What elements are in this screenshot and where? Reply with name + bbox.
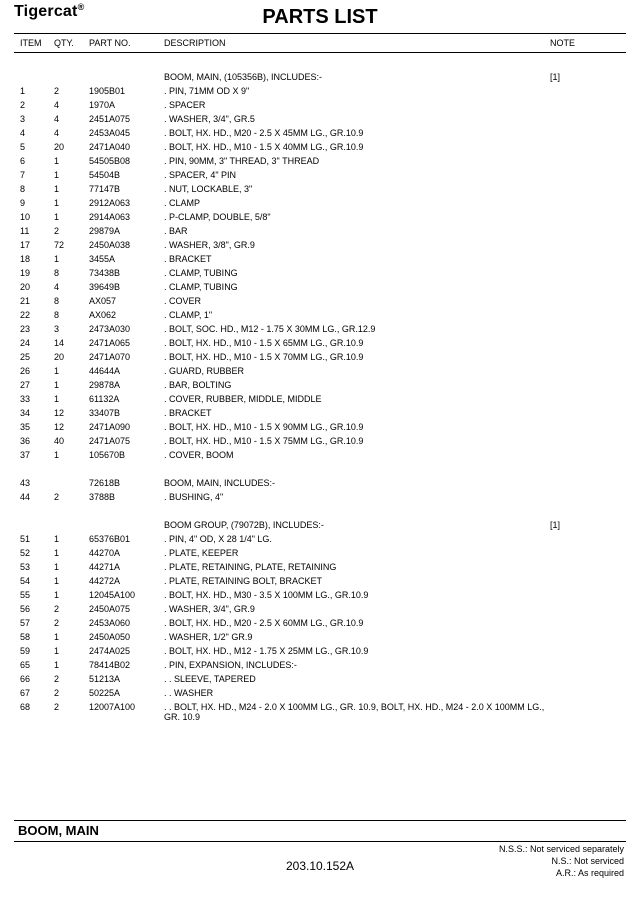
quantity: 2 <box>54 674 60 684</box>
part-number: 2471A070 <box>89 352 131 362</box>
part-number: 3788B <box>89 492 116 502</box>
document-number: 203.10.152A <box>285 859 355 873</box>
description: . SPACER <box>164 100 206 110</box>
table-row <box>14 154 626 168</box>
description: . BOLT, HX. HD., M30 - 3.5 X 100MM LG., GR.10.9 <box>164 590 369 600</box>
part-number: 2471A040 <box>89 142 131 152</box>
description: BOOM, MAIN, (105356B), INCLUDES:- <box>164 72 323 82</box>
description: BOOM, MAIN, INCLUDES:- <box>164 478 276 488</box>
quantity: 2 <box>54 618 60 628</box>
quantity: 1 <box>54 548 60 558</box>
description: . . WASHER <box>164 688 214 698</box>
item-number: 37 <box>20 450 31 460</box>
description: . SPACER, 4" PIN <box>164 170 237 180</box>
part-number: 72618B <box>89 478 121 488</box>
quantity: 20 <box>54 142 65 152</box>
section-title-box <box>14 820 626 842</box>
description: . BOLT, HX. HD., M10 - 1.5 X 65MM LG., GR.10.9 <box>164 338 364 348</box>
table-row <box>14 182 626 196</box>
item-number: 8 <box>20 184 26 194</box>
part-number: 2474A025 <box>89 646 131 656</box>
item-number: 17 <box>20 240 31 250</box>
description: . BOLT, HX. HD., M10 - 1.5 X 40MM LG., GR.10.9 <box>164 142 364 152</box>
item-number: 43 <box>20 478 31 488</box>
part-number: 105670B <box>89 450 126 460</box>
item-number: 56 <box>20 604 31 614</box>
column-header-item: ITEM <box>20 38 42 48</box>
table-row <box>14 644 626 658</box>
group-spacer <box>14 462 626 476</box>
group-spacer <box>14 504 626 518</box>
item-number: 19 <box>20 268 31 278</box>
quantity: 1 <box>54 576 60 586</box>
item-number: 11 <box>20 226 30 236</box>
table-row <box>14 224 626 238</box>
quantity: 8 <box>54 296 60 306</box>
item-number: 66 <box>20 674 31 684</box>
quantity: 4 <box>54 114 60 124</box>
item-number: 51 <box>20 534 31 544</box>
description: . . SLEEVE, TAPERED <box>164 674 256 684</box>
part-number: 1970A <box>89 100 116 110</box>
table-row <box>14 210 626 224</box>
part-number: 44272A <box>89 576 121 586</box>
table-row <box>14 266 626 280</box>
table-row <box>14 700 626 724</box>
quantity: 2 <box>54 492 60 502</box>
part-number: AX062 <box>89 310 117 320</box>
item-number: 54 <box>20 576 31 586</box>
part-number: 2471A090 <box>89 422 131 432</box>
quantity: 8 <box>54 268 60 278</box>
part-number: 44644A <box>89 366 121 376</box>
table-row <box>14 112 626 126</box>
item-number: 4 <box>20 128 26 138</box>
item-number: 5 <box>20 142 26 152</box>
part-number: 12045A100 <box>89 590 136 600</box>
description: . WASHER, 1/2" GR.9 <box>164 632 253 642</box>
description: . WASHER, 3/4", GR.5 <box>164 114 255 124</box>
part-number: 54504B <box>89 170 121 180</box>
item-number: 65 <box>20 660 31 670</box>
part-number: 2912A063 <box>89 198 131 208</box>
description: . CLAMP, TUBING <box>164 282 238 292</box>
note: [1] <box>550 72 561 82</box>
quantity: 20 <box>54 352 65 362</box>
description: . GUARD, RUBBER <box>164 366 245 376</box>
quantity: 2 <box>54 604 60 614</box>
part-number: 2471A075 <box>89 436 131 446</box>
part-number: 3455A <box>89 254 116 264</box>
table-row <box>14 322 626 336</box>
table-row <box>14 364 626 378</box>
quantity: 12 <box>54 408 65 418</box>
part-number: 50225A <box>89 688 121 698</box>
quantity: 4 <box>54 282 60 292</box>
item-number: 36 <box>20 436 31 446</box>
description: . BRACKET <box>164 254 212 264</box>
group-heading-row <box>14 476 626 490</box>
group-heading-row <box>14 70 626 84</box>
quantity: 2 <box>54 702 60 712</box>
quantity: 1 <box>54 212 60 222</box>
description: . BOLT, HX. HD., M10 - 1.5 X 75MM LG., GR.10.9 <box>164 436 364 446</box>
description: . PIN, 90MM, 3" THREAD, 3" THREAD <box>164 156 320 166</box>
table-row <box>14 336 626 350</box>
quantity: 40 <box>54 436 65 446</box>
item-number: 10 <box>20 212 31 222</box>
part-number: 1905B01 <box>89 86 126 96</box>
part-number: 2453A060 <box>89 618 131 628</box>
table-row <box>14 602 626 616</box>
quantity: 1 <box>54 534 60 544</box>
table-row <box>14 448 626 462</box>
registered-mark: ® <box>77 2 85 12</box>
column-header-note: NOTE <box>550 38 576 48</box>
part-number: 54505B08 <box>89 156 131 166</box>
quantity: 1 <box>54 450 60 460</box>
description: . NUT, LOCKABLE, 3" <box>164 184 253 194</box>
description: . PLATE, RETAINING BOLT, BRACKET <box>164 576 323 586</box>
note: [1] <box>550 520 561 530</box>
table-row <box>14 630 626 644</box>
item-number: 26 <box>20 366 31 376</box>
quantity: 72 <box>54 240 65 250</box>
quantity: 1 <box>54 198 60 208</box>
table-row <box>14 616 626 630</box>
description: . WASHER, 3/8", GR.9 <box>164 240 255 250</box>
quantity: 2 <box>54 226 60 236</box>
description: . CLAMP, 1" <box>164 310 213 320</box>
quantity: 3 <box>54 324 60 334</box>
description: . BOLT, HX. HD., M12 - 1.75 X 25MM LG., GR.10.9 <box>164 646 369 656</box>
quantity: 1 <box>54 380 60 390</box>
quantity: 1 <box>54 184 60 194</box>
part-number: 2473A030 <box>89 324 131 334</box>
quantity: 1 <box>54 660 60 670</box>
quantity: 1 <box>54 562 60 572</box>
item-number: 68 <box>20 702 31 712</box>
table-row <box>14 252 626 266</box>
description: . BRACKET <box>164 408 212 418</box>
part-number: 65376B01 <box>89 534 131 544</box>
part-number: 61132A <box>89 394 120 404</box>
part-number: 2450A038 <box>89 240 131 250</box>
part-number: 44270A <box>89 548 121 558</box>
description: . . BOLT, HX. HD., M24 - 2.0 X 100MM LG., GR. 10.9, BOLT, HX. HD., M24 - 2.0 X 100MM LG., GR. 10.9 <box>164 702 545 722</box>
item-number: 59 <box>20 646 31 656</box>
part-number: 33407B <box>89 408 121 418</box>
parts-list-body <box>14 70 626 724</box>
quantity: 1 <box>54 632 60 642</box>
description: . BOLT, HX. HD., M20 - 2.5 X 45MM LG., GR.10.9 <box>164 128 364 138</box>
part-number: 2914A063 <box>89 212 131 222</box>
description: . PLATE, KEEPER <box>164 548 239 558</box>
description: . BOLT, HX. HD., M20 - 2.5 X 60MM LG., GR.10.9 <box>164 618 364 628</box>
table-row <box>14 392 626 406</box>
item-number: 67 <box>20 688 31 698</box>
table-row <box>14 560 626 574</box>
table-row <box>14 406 626 420</box>
description: . BOLT, SOC. HD., M12 - 1.75 X 30MM LG., GR.12.9 <box>164 324 376 334</box>
quantity: 4 <box>54 128 60 138</box>
item-number: 58 <box>20 632 31 642</box>
column-header-description: DESCRIPTION <box>164 38 226 48</box>
description: . PLATE, RETAINING, PLATE, RETAINING <box>164 562 337 572</box>
item-number: 18 <box>20 254 31 264</box>
description: . BOLT, HX. HD., M10 - 1.5 X 70MM LG., GR.10.9 <box>164 352 364 362</box>
item-number: 35 <box>20 422 31 432</box>
quantity: 1 <box>54 254 60 264</box>
table-row <box>14 196 626 210</box>
table-row <box>14 490 626 504</box>
legend-line: A.R.: As required <box>555 868 624 878</box>
item-number: 57 <box>20 618 31 628</box>
table-row <box>14 294 626 308</box>
description: . COVER, RUBBER, MIDDLE, MIDDLE <box>164 394 322 404</box>
part-number: 77147B <box>89 184 121 194</box>
table-row <box>14 658 626 672</box>
description: . P-CLAMP, DOUBLE, 5/8" <box>164 212 271 222</box>
table-row <box>14 126 626 140</box>
item-number: 53 <box>20 562 31 572</box>
quantity: 1 <box>54 156 60 166</box>
item-number: 27 <box>20 380 31 390</box>
part-number: 2450A075 <box>89 604 131 614</box>
quantity: 1 <box>54 646 60 656</box>
part-number: AX057 <box>89 296 117 306</box>
table-row <box>14 420 626 434</box>
quantity: 1 <box>54 590 60 600</box>
quantity: 4 <box>54 100 60 110</box>
item-number: 55 <box>20 590 31 600</box>
legend-line: N.S.S.: Not serviced separately <box>498 844 624 854</box>
column-header-part-no: PART NO. <box>89 38 131 48</box>
table-row <box>14 98 626 112</box>
description: . COVER, BOOM <box>164 450 234 460</box>
part-number: 29878A <box>89 380 121 390</box>
table-row <box>14 546 626 560</box>
table-row <box>14 238 626 252</box>
item-number: 6 <box>20 156 26 166</box>
part-number: 78414B02 <box>89 660 131 670</box>
part-number: 73438B <box>89 268 121 278</box>
item-number: 22 <box>20 310 31 320</box>
part-number: 2453A045 <box>89 128 131 138</box>
description: . COVER <box>164 296 202 306</box>
quantity: 8 <box>54 310 60 320</box>
item-number: 34 <box>20 408 31 418</box>
table-row <box>14 168 626 182</box>
part-number: 29879A <box>89 226 121 236</box>
section-title: BOOM, MAIN <box>18 823 99 838</box>
item-number: 25 <box>20 352 31 362</box>
item-number: 20 <box>20 282 31 292</box>
column-header-qty: QTY. <box>54 38 74 48</box>
item-number: 9 <box>20 198 26 208</box>
description: . PIN, EXPANSION, INCLUDES:- <box>164 660 297 670</box>
item-number: 33 <box>20 394 31 404</box>
item-number: 7 <box>20 170 26 180</box>
description: . BAR, BOLTING <box>164 380 232 390</box>
legend-line: N.S.: Not serviced <box>551 856 624 866</box>
brand-name: Tigercat <box>14 3 78 20</box>
quantity: 1 <box>54 366 60 376</box>
table-row <box>14 588 626 602</box>
table-row <box>14 140 626 154</box>
part-number: 44271A <box>89 562 121 572</box>
quantity: 1 <box>54 394 60 404</box>
table-row <box>14 308 626 322</box>
description: . WASHER, 3/4", GR.9 <box>164 604 255 614</box>
part-number: 2471A065 <box>89 338 131 348</box>
quantity: 1 <box>54 170 60 180</box>
description: . PIN, 4" OD, X 28 1/4" LG. <box>164 534 272 544</box>
page-title: PARTS LIST <box>262 6 378 28</box>
quantity: 14 <box>54 338 65 348</box>
part-number: 2451A075 <box>89 114 131 124</box>
description: . BUSHING, 4" <box>164 492 224 502</box>
table-row <box>14 280 626 294</box>
item-number: 52 <box>20 548 31 558</box>
part-number: 39649B <box>89 282 121 292</box>
table-row <box>14 378 626 392</box>
column-header-row <box>14 33 626 53</box>
description: . BAR <box>164 226 188 236</box>
item-number: 44 <box>20 492 31 502</box>
description: BOOM GROUP, (79072B), INCLUDES:- <box>164 520 324 530</box>
item-number: 1 <box>20 86 26 96</box>
description: . BOLT, HX. HD., M10 - 1.5 X 90MM LG., GR.10.9 <box>164 422 364 432</box>
item-number: 2 <box>20 100 26 110</box>
table-row <box>14 84 626 98</box>
quantity: 2 <box>54 688 60 698</box>
table-row <box>14 434 626 448</box>
table-row <box>14 672 626 686</box>
description: . CLAMP <box>164 198 201 208</box>
description: . CLAMP, TUBING <box>164 268 238 278</box>
table-row <box>14 574 626 588</box>
description: . PIN, 71MM OD X 9" <box>164 86 250 96</box>
item-number: 21 <box>20 296 31 306</box>
part-number: 51213A <box>89 674 121 684</box>
table-row <box>14 686 626 700</box>
part-number: 2450A050 <box>89 632 131 642</box>
item-number: 24 <box>20 338 31 348</box>
part-number: 12007A100 <box>89 702 136 712</box>
quantity: 12 <box>54 422 65 432</box>
item-number: 23 <box>20 324 31 334</box>
quantity: 2 <box>54 86 60 96</box>
table-row <box>14 350 626 364</box>
group-heading-row <box>14 518 626 532</box>
table-row <box>14 532 626 546</box>
item-number: 3 <box>20 114 26 124</box>
